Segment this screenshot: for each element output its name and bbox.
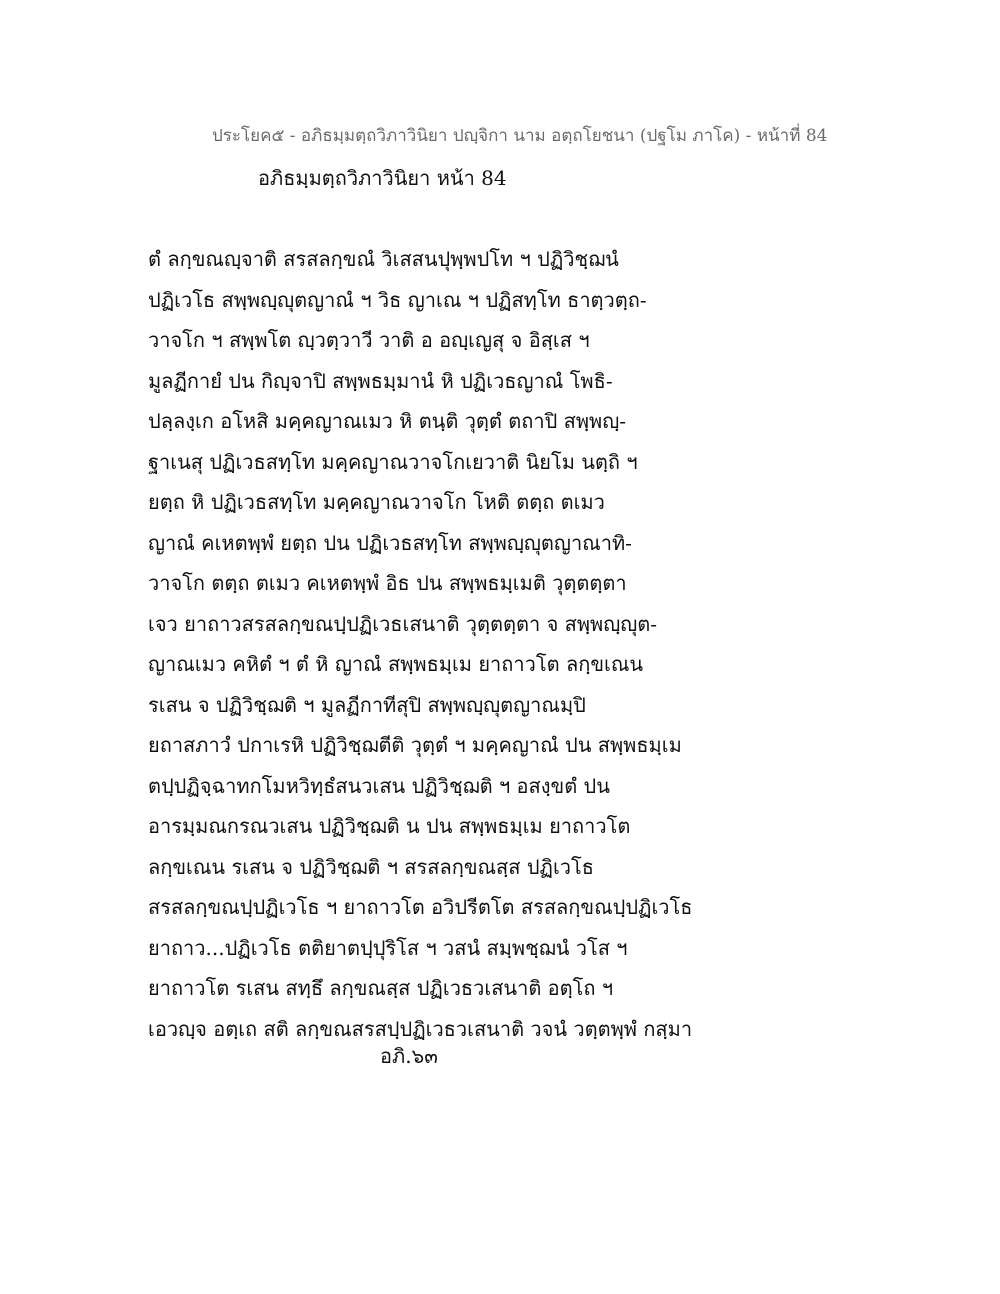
text-line: เอวญฺจ อตฺเถ สติ ลกฺขณสรสปฺปฏิเวธวเสนาติ วจนํ วตฺตพฺพํ กสฺมา <box>148 1016 693 1041</box>
running-header: ประโยค๕ - อภิธมฺมตฺถวิภาวินิยา ปญฺจิกา นาม อตฺถโยชนา (ปฐโม ภาโค) - หน้าที่ 84 <box>212 126 828 146</box>
text-line: ยถาสภาวํ ปกาเรหิ ปฏิวิชฺฌตีติ วุตฺตํ ฯ มคฺคญาณํ ปน สพฺพธมฺเม <box>148 733 682 757</box>
text-line: ตปฺปฏิจฺฉาทกโมหวิทฺธํสนวเสน ปฏิวิชฺฌติ ฯ อสงฺขตํ ปน <box>148 773 610 798</box>
text-line: วาจโก ฯ สพฺพโต ญฺวตฺวาวี วาติ อ อญฺเญสุ จ อิสฺเส ฯ <box>148 328 590 352</box>
text-line: วาจโก ตตฺถ ตเมว คเหตพฺพํ อิธ ปน สพฺพธมฺเมติ วุตฺตตฺตา <box>148 571 627 595</box>
body-text <box>148 242 748 1052</box>
text-line: ปฏิเวโธ สพฺพญฺญุตญาณํ ฯ วิธ ญาเณ ฯ ปฏิสทฺโท ธาตฺวตฺถ- <box>148 287 647 312</box>
text-line: สรสลกฺขณปฺปฏิเวโธ ฯ ยาถาวโต อวิปรีตโต สรสลกฺขณปฺปฏิเวโธ <box>148 895 693 919</box>
text-line: ตํ ลกฺขณญฺจาติ สรสลกฺขณํ วิเสสนปุพฺพปโท ฯ ปฏิวิชฺฌนํ <box>148 247 619 271</box>
text-line: เจว ยาถาวสรสลกฺขณปฺปฏิเวธเสนาติ วุตฺตตฺตา จ สพฺพญฺญุต- <box>148 611 658 636</box>
text-line: ฐาเนสุ ปฏิเวธสทฺโท มคฺคญาณวาจโกเยวาติ นิยโม นตฺถิ ฯ <box>148 449 638 474</box>
text-line: ญาณํ คเหตพฺพํ ยตฺถ ปน ปฏิเวธสทฺโท สพฺพญฺญุตญาณาทิ- <box>148 530 632 555</box>
text-line: ยตฺถ หิ ปฏิเวธสทฺโท มคฺคญาณวาจโก โหติ ตตฺถ ตเมว <box>148 490 605 514</box>
text-line: มูลฏีกายํ ปน กิญฺจาปิ สพฺพธมฺมานํ หิ ปฏิเวธญาณํ โพธิ- <box>148 368 613 393</box>
text-line: ยาถาวโต รเสน สทฺธึ ลกฺขณสฺส ปฏิเวธวเสนาติ อตฺโถ ฯ <box>148 976 614 1000</box>
signature-mark: อภิ.๖๓ <box>380 1044 438 1068</box>
text-line: อารมฺมณกรณวเสน ปฏิวิชฺฌติ น ปน สพฺพธมฺเม ยาถาวโต <box>148 814 631 838</box>
text-line: ปลฺลงฺเก อโหสิ มคฺคญาณเมว หิ ตนฺติ วุตฺตํ ตถาปิ สพฺพญฺ- <box>148 409 627 433</box>
text-line: ยาถาว...ปฏิเวโธ ตติยาตปฺปุริโส ฯ วสนํ สมฺพชฺฌนํ วโส ฯ <box>148 935 628 960</box>
text-line: ญาณเมว คหิตํ ฯ ตํ หิ ญาณํ สพฺพธมฺเม ยาถาวโต ลกฺขเณน <box>148 652 644 676</box>
text-line: รเสน จ ปฏิวิชฺฌติ ฯ มูลฏีกาทีสุปิ สพฺพญฺญุตญาณมฺปิ <box>148 692 586 717</box>
text-line: ลกฺขเณน รเสน จ ปฏิวิชฺฌติ ฯ สรสลกฺขณสฺส ปฏิเวโธ <box>148 854 594 879</box>
page-heading: อภิธมฺมตฺถวิภาวินิยา หน้า 84 <box>258 166 507 190</box>
